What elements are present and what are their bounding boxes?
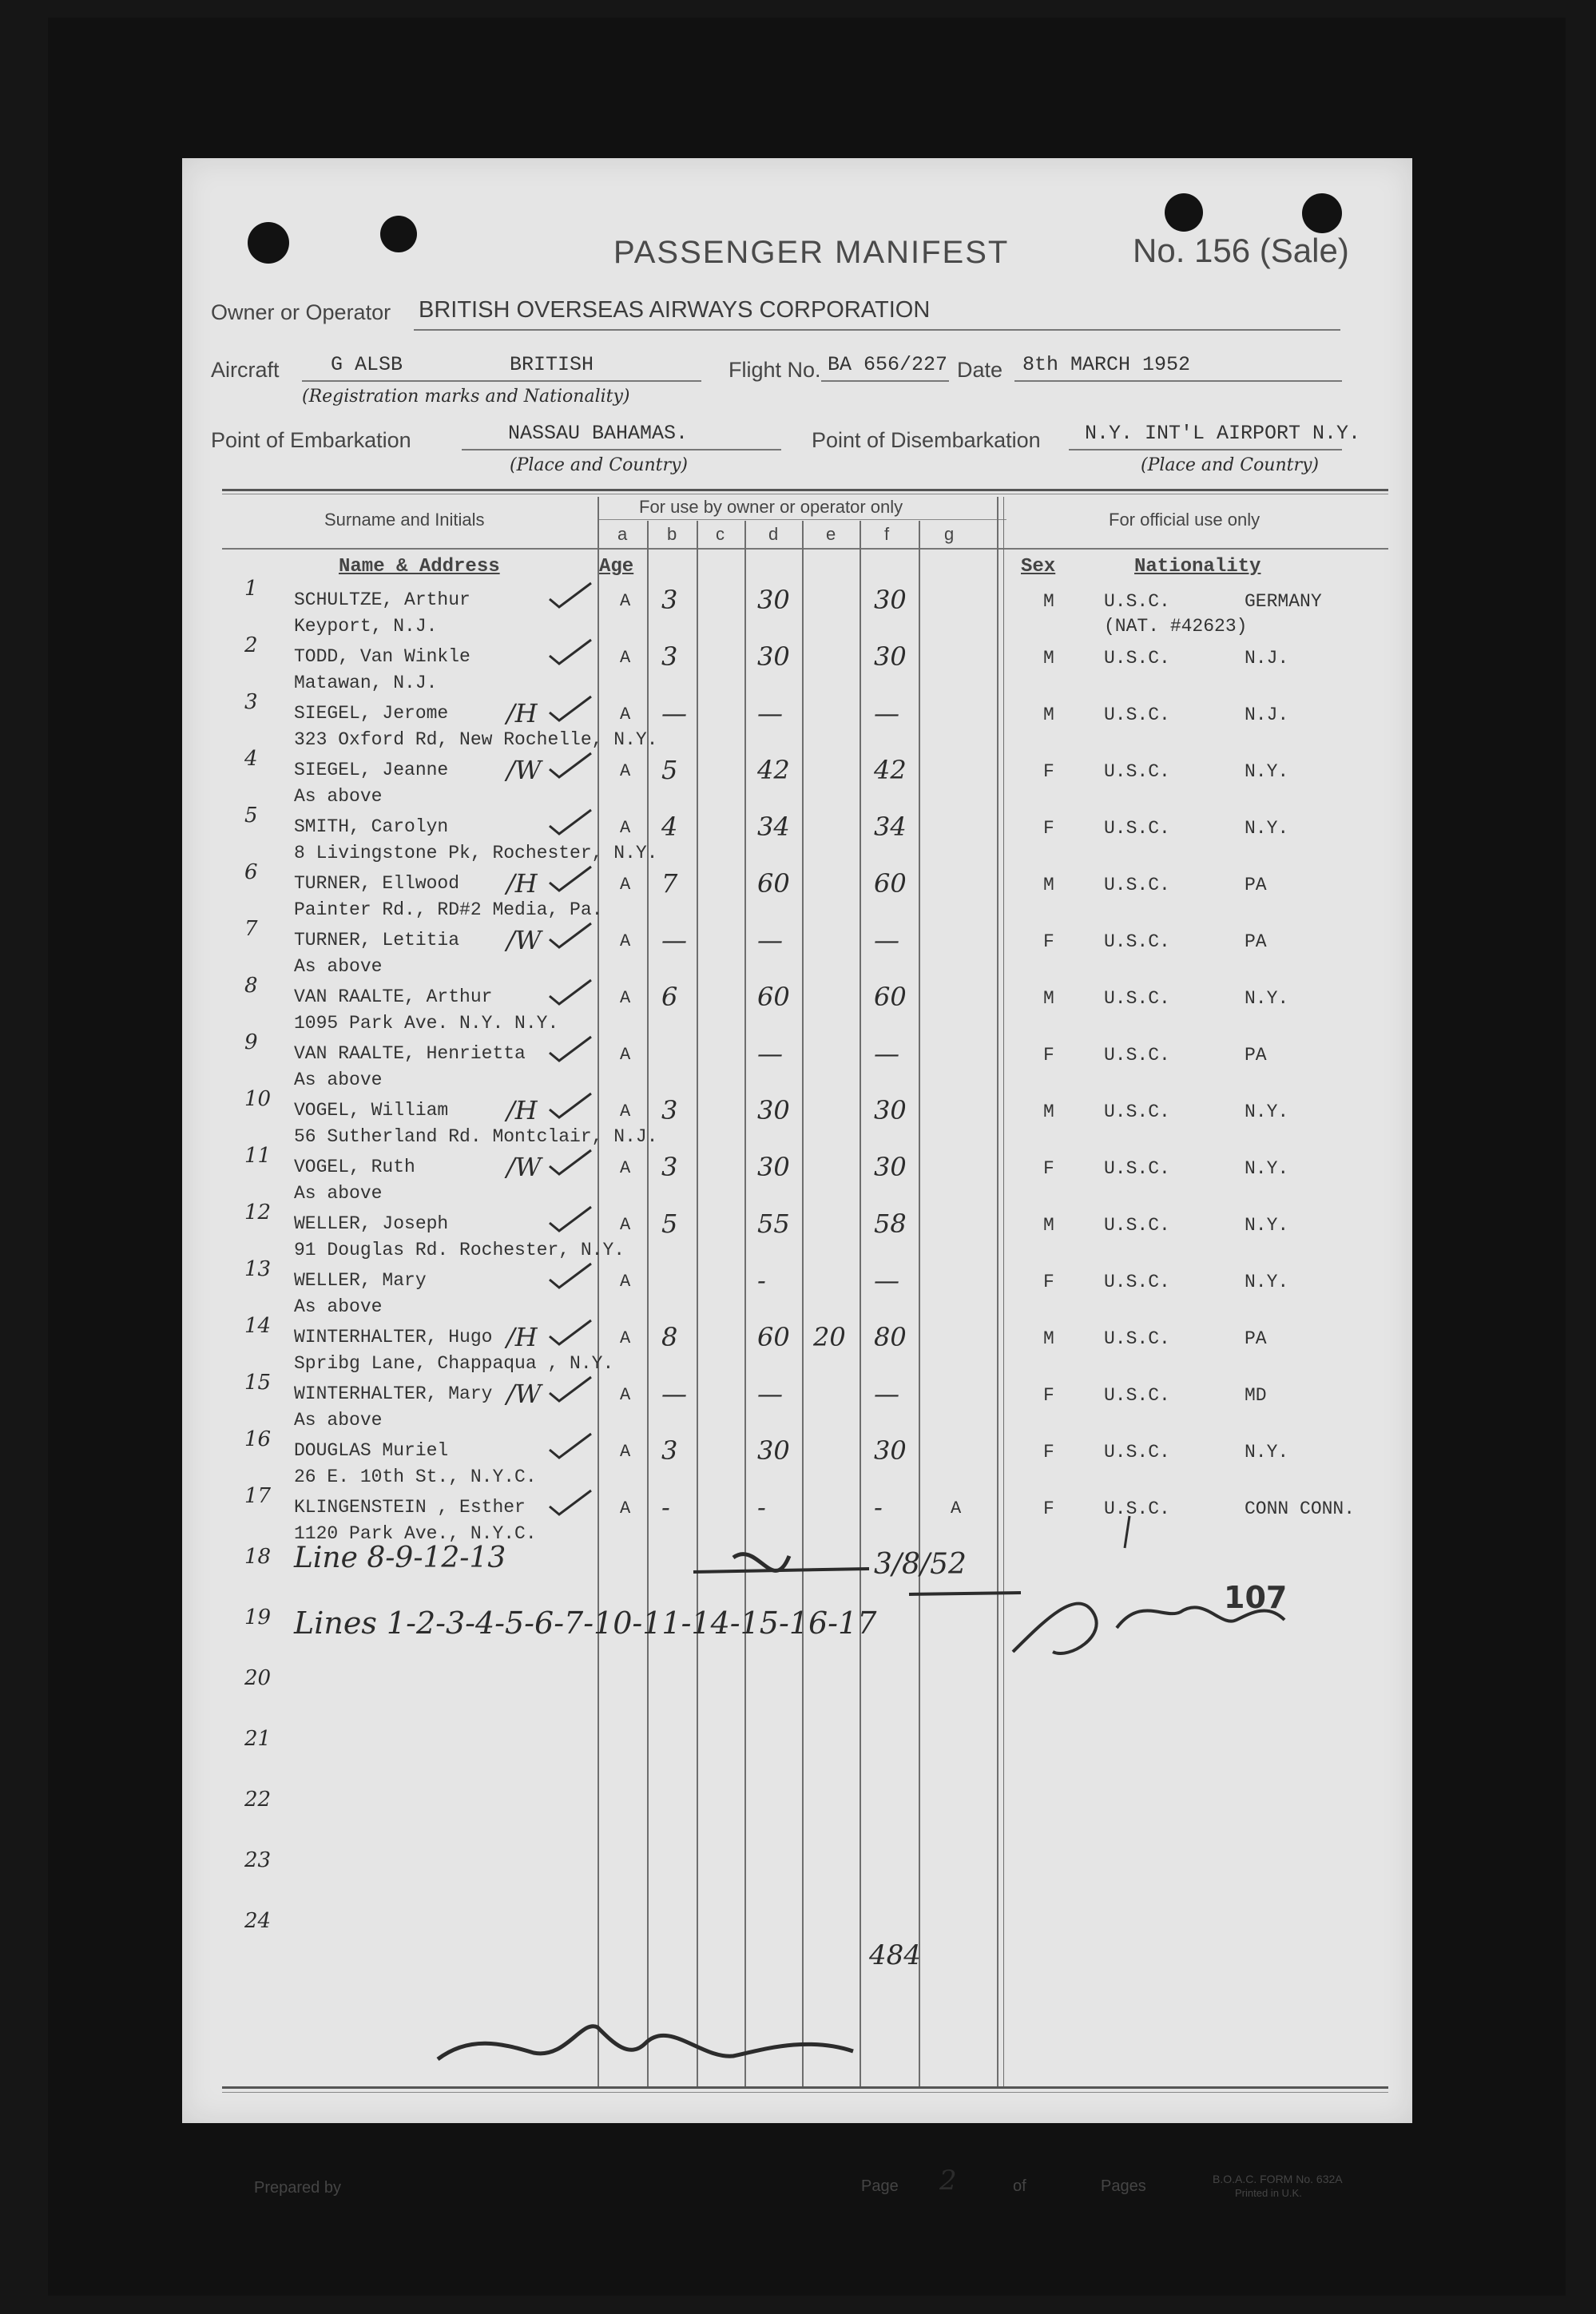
row-number-empty: 23 bbox=[244, 1848, 272, 1872]
nationality-state: PA bbox=[1245, 875, 1267, 895]
nationality: U.S.C. bbox=[1104, 1272, 1170, 1292]
passenger-address: As above bbox=[294, 1183, 383, 1204]
row-number: 1 bbox=[244, 577, 258, 601]
cell-d: 30 bbox=[757, 1152, 790, 1182]
passenger-address: Matawan, N.J. bbox=[294, 673, 438, 693]
cell-d: 60 bbox=[757, 1322, 790, 1352]
cell-a: A bbox=[620, 1215, 631, 1235]
passenger-address: As above bbox=[294, 1410, 383, 1431]
nationality: U.S.C. bbox=[1104, 648, 1170, 669]
nationality-state: MD bbox=[1245, 1385, 1267, 1406]
nationality: U.S.C. bbox=[1104, 1442, 1170, 1463]
passenger-name: TURNER, Ellwood bbox=[294, 873, 460, 894]
sex: M bbox=[1043, 705, 1054, 725]
cell-f: 30 bbox=[874, 641, 907, 672]
row-number-empty: 21 bbox=[244, 1727, 272, 1751]
nationality-extra: (NAT. #42623) bbox=[1104, 616, 1248, 637]
passenger-address: 91 Douglas Rd. Rochester, N.Y. bbox=[294, 1240, 625, 1260]
cell-a: A bbox=[620, 1045, 631, 1065]
cell-b-age: — bbox=[661, 1379, 687, 1409]
nationality: U.S.C. bbox=[1104, 591, 1170, 612]
passenger-address: 8 Livingstone Pk, Rochester, N.Y. bbox=[294, 843, 658, 863]
row-number-empty: 19 bbox=[244, 1606, 272, 1629]
disembarkation-note: (Place and Country) bbox=[1141, 455, 1320, 475]
disembarkation-value: N.Y. INT'L AIRPORT N.Y. bbox=[1085, 422, 1361, 445]
row-number: 11 bbox=[244, 1144, 272, 1168]
cell-d: 30 bbox=[757, 1435, 790, 1466]
nationality: U.S.C. bbox=[1104, 1101, 1170, 1122]
nationality: U.S.C. bbox=[1104, 931, 1170, 952]
row-number: 8 bbox=[244, 974, 258, 998]
cell-a: A bbox=[620, 761, 631, 781]
cell-d: 55 bbox=[757, 1209, 790, 1239]
cell-a: A bbox=[620, 1158, 631, 1178]
passenger-name: DOUGLAS Muriel bbox=[294, 1440, 449, 1461]
passenger-name: WELLER, Joseph bbox=[294, 1213, 449, 1234]
cell-d: 60 bbox=[757, 982, 790, 1012]
sex-header: Sex bbox=[1021, 556, 1056, 578]
flight-label: Flight No. bbox=[729, 358, 821, 382]
subcolumn-5: f bbox=[884, 524, 890, 544]
nationality-state: GERMANY bbox=[1245, 591, 1322, 612]
sex: F bbox=[1043, 818, 1054, 839]
page-number: 2 bbox=[939, 2165, 957, 2197]
passenger-name: WELLER, Mary bbox=[294, 1270, 427, 1291]
manifest-title: PASSENGER MANIFEST bbox=[613, 235, 1010, 270]
cell-f: 60 bbox=[874, 868, 907, 899]
cell-e: 20 bbox=[813, 1322, 846, 1352]
cell-b-age: 5 bbox=[661, 755, 678, 785]
row-number: 2 bbox=[244, 633, 258, 657]
column-surname: Surname and Initials bbox=[324, 510, 485, 530]
aircraft-registration: G ALSB bbox=[331, 353, 403, 376]
passenger-address: 56 Sutherland Rd. Montclair, N.J. bbox=[294, 1126, 658, 1147]
cell-a: A bbox=[620, 875, 631, 895]
nationality: U.S.C. bbox=[1104, 1215, 1170, 1236]
cell-d: — bbox=[757, 925, 783, 955]
nationality-state: N.J. bbox=[1245, 648, 1289, 669]
cell-f: — bbox=[874, 1379, 899, 1409]
cell-f: 60 bbox=[874, 982, 907, 1012]
nationality-state: PA bbox=[1245, 1045, 1267, 1066]
cell-b-age: 3 bbox=[661, 1152, 678, 1182]
passenger-name: VAN RAALTE, Arthur bbox=[294, 986, 493, 1007]
passenger-address: As above bbox=[294, 786, 383, 807]
cell-d: 60 bbox=[757, 868, 790, 899]
cell-a: A bbox=[620, 1385, 631, 1405]
passenger-address: 1095 Park Ave. N.Y. N.Y. bbox=[294, 1013, 559, 1034]
date-value: 8th MARCH 1952 bbox=[1022, 353, 1191, 376]
annotation-line-19: Lines 1-2-3-4-5-6-7-10-11-14-15-16-17 bbox=[294, 1606, 877, 1641]
manifest-sheet bbox=[182, 158, 1412, 2199]
passenger-name: SIEGEL, Jeanne bbox=[294, 760, 449, 780]
cell-f: 58 bbox=[874, 1209, 907, 1239]
cell-b-age: 8 bbox=[661, 1322, 678, 1352]
column-owner-use: For use by owner or operator only bbox=[639, 497, 903, 517]
embarkation-label: Point of Embarkation bbox=[211, 428, 411, 452]
sex: F bbox=[1043, 1158, 1054, 1179]
cell-b-age: 7 bbox=[661, 868, 678, 899]
cell-a: A bbox=[620, 818, 631, 838]
nationality: U.S.C. bbox=[1104, 761, 1170, 782]
annotation-line-18-date: 3/8/52 bbox=[874, 1548, 967, 1581]
row-number: 13 bbox=[244, 1257, 272, 1281]
cell-b-age: 3 bbox=[661, 1095, 678, 1125]
sex: F bbox=[1043, 1385, 1054, 1406]
cell-b-age: 3 bbox=[661, 641, 678, 672]
sex: F bbox=[1043, 1442, 1054, 1463]
cell-d: 42 bbox=[757, 755, 790, 785]
cell-a: A bbox=[620, 648, 631, 668]
passenger-address: Keyport, N.J. bbox=[294, 616, 438, 637]
passenger-address: Spribg Lane, Chappaqua , N.Y. bbox=[294, 1353, 614, 1374]
nationality-header: Nationality bbox=[1134, 556, 1261, 578]
household-mark: /W bbox=[506, 755, 542, 785]
embarkation-note: (Place and Country) bbox=[510, 455, 689, 475]
sex: M bbox=[1043, 591, 1054, 612]
cell-d: - bbox=[757, 1492, 766, 1522]
sex: M bbox=[1043, 875, 1054, 895]
cell-f: 30 bbox=[874, 1152, 907, 1182]
row-number-empty: 20 bbox=[244, 1666, 272, 1690]
pages-label: Pages bbox=[1101, 2177, 1146, 2195]
cell-d: — bbox=[757, 1379, 783, 1409]
cell-f: 30 bbox=[874, 1095, 907, 1125]
embarkation-value: NASSAU BAHAMAS. bbox=[508, 422, 689, 445]
nationality: U.S.C. bbox=[1104, 988, 1170, 1009]
cell-b-age: 6 bbox=[661, 982, 678, 1012]
nationality-state: N.J. bbox=[1245, 705, 1289, 725]
form-number: B.O.A.C. FORM No. 632A bbox=[1213, 2173, 1343, 2185]
passenger-name: SCHULTZE, Arthur bbox=[294, 589, 470, 610]
row-number: 16 bbox=[244, 1427, 272, 1451]
cell-a: A bbox=[620, 591, 631, 611]
passenger-name: WINTERHALTER, Mary bbox=[294, 1383, 493, 1404]
passenger-name: TURNER, Letitia bbox=[294, 930, 460, 951]
household-mark: /H bbox=[506, 868, 538, 899]
aircraft-nationality: BRITISH bbox=[510, 353, 594, 376]
subcolumn-0: a bbox=[617, 524, 628, 544]
annotation-line-18: Line 8-9-12-13 bbox=[294, 1542, 506, 1574]
cell-d: - bbox=[757, 1265, 766, 1296]
row-number: 7 bbox=[244, 917, 258, 941]
household-mark: /H bbox=[506, 698, 538, 728]
passenger-address: 26 E. 10th St., N.Y.C. bbox=[294, 1467, 537, 1487]
cell-f: — bbox=[874, 698, 899, 728]
date-label: Date bbox=[957, 358, 1003, 382]
cell-d: — bbox=[757, 698, 783, 728]
aircraft-note: (Registration marks and Nationality) bbox=[302, 387, 630, 407]
cell-b-age: 3 bbox=[661, 585, 678, 615]
row-number: 4 bbox=[244, 747, 258, 771]
subcolumn-3: d bbox=[768, 524, 779, 544]
nationality-state: N.Y. bbox=[1245, 1101, 1289, 1122]
nationality: U.S.C. bbox=[1104, 818, 1170, 839]
household-mark: /W bbox=[506, 925, 542, 955]
cell-b-age: — bbox=[661, 698, 687, 728]
row-number-empty: 24 bbox=[244, 1909, 272, 1933]
sex: F bbox=[1043, 1272, 1054, 1292]
owner-value: BRITISH OVERSEAS AIRWAYS CORPORATION bbox=[419, 297, 931, 323]
cell-d: 30 bbox=[757, 585, 790, 615]
subcolumn-2: c bbox=[716, 524, 725, 544]
handwriting-strokes bbox=[182, 158, 1412, 2123]
household-mark: /H bbox=[506, 1322, 538, 1352]
flight-number: BA 656/227 bbox=[828, 353, 948, 376]
nationality-state: CONN CONN. bbox=[1245, 1498, 1356, 1519]
cell-a: A bbox=[620, 1498, 631, 1518]
row-number-empty: 18 bbox=[244, 1545, 272, 1569]
row-number: 10 bbox=[244, 1087, 272, 1111]
sex: F bbox=[1043, 1498, 1054, 1519]
stamp-number: 107 bbox=[1224, 1580, 1288, 1615]
name-address-header: Name & Address bbox=[339, 556, 500, 578]
sex: M bbox=[1043, 1328, 1054, 1349]
row-number: 14 bbox=[244, 1314, 272, 1338]
passenger-name: VOGEL, Ruth bbox=[294, 1157, 415, 1177]
cell-f: 30 bbox=[874, 1435, 907, 1466]
cell-a: A bbox=[620, 1272, 631, 1292]
subcolumn-4: e bbox=[826, 524, 836, 544]
passenger-address: Painter Rd., RD#2 Media, Pa. bbox=[294, 899, 603, 920]
cell-g: A bbox=[951, 1498, 962, 1518]
nationality-state: N.Y. bbox=[1245, 761, 1289, 782]
passenger-name: WINTERHALTER, Hugo bbox=[294, 1327, 493, 1348]
nationality-state: N.Y. bbox=[1245, 1158, 1289, 1179]
nationality: U.S.C. bbox=[1104, 705, 1170, 725]
cell-a: A bbox=[620, 705, 631, 724]
cell-b-age: — bbox=[661, 925, 687, 955]
nationality-state: N.Y. bbox=[1245, 818, 1289, 839]
row-number: 9 bbox=[244, 1030, 258, 1054]
row-number: 5 bbox=[244, 804, 258, 828]
row-number: 12 bbox=[244, 1201, 272, 1224]
passenger-name: VOGEL, William bbox=[294, 1100, 449, 1121]
cell-b-age: 4 bbox=[661, 812, 678, 842]
nationality-state: N.Y. bbox=[1245, 1272, 1289, 1292]
sex: F bbox=[1043, 1045, 1054, 1066]
cell-a: A bbox=[620, 1442, 631, 1462]
cell-f: 42 bbox=[874, 755, 907, 785]
printed-in: Printed in U.K. bbox=[1235, 2187, 1302, 2199]
cell-f: 80 bbox=[874, 1322, 907, 1352]
cell-a: A bbox=[620, 931, 631, 951]
cell-d: 34 bbox=[757, 812, 790, 842]
column-official-use: For official use only bbox=[1109, 510, 1261, 530]
sex: M bbox=[1043, 1215, 1054, 1236]
household-mark: /W bbox=[506, 1379, 542, 1409]
row-number: 6 bbox=[244, 860, 258, 884]
row-number: 17 bbox=[244, 1484, 272, 1508]
prepared-by-label: Prepared by bbox=[254, 2179, 341, 2197]
cell-f: 30 bbox=[874, 585, 907, 615]
disembarkation-label: Point of Disembarkation bbox=[812, 428, 1041, 452]
subcolumn-6: g bbox=[944, 524, 955, 544]
cell-b-age: 5 bbox=[661, 1209, 678, 1239]
subcolumn-1: b bbox=[667, 524, 677, 544]
cell-a: A bbox=[620, 1101, 631, 1121]
household-mark: /H bbox=[506, 1095, 538, 1125]
sex: F bbox=[1043, 761, 1054, 782]
nationality: U.S.C. bbox=[1104, 1045, 1170, 1066]
passenger-name: KLINGENSTEIN , Esther bbox=[294, 1497, 526, 1518]
nationality: U.S.C. bbox=[1104, 1328, 1170, 1349]
cell-f: — bbox=[874, 1265, 899, 1296]
total-figure: 484 bbox=[869, 1939, 921, 1971]
nationality: U.S.C. bbox=[1104, 1158, 1170, 1179]
sex: F bbox=[1043, 931, 1054, 952]
cell-f: 34 bbox=[874, 812, 907, 842]
cell-a: A bbox=[620, 1328, 631, 1348]
nationality-state: PA bbox=[1245, 931, 1267, 952]
of-label: of bbox=[1013, 2177, 1026, 2195]
passenger-name: VAN RAALTE, Henrietta bbox=[294, 1043, 526, 1064]
nationality-state: N.Y. bbox=[1245, 1215, 1289, 1236]
cell-f: - bbox=[874, 1492, 883, 1522]
passenger-name: SMITH, Carolyn bbox=[294, 816, 449, 837]
passenger-address: As above bbox=[294, 1296, 383, 1317]
cell-d: 30 bbox=[757, 1095, 790, 1125]
passenger-address: As above bbox=[294, 1070, 383, 1090]
owner-label: Owner or Operator bbox=[211, 300, 391, 324]
passenger-address: As above bbox=[294, 956, 383, 977]
nationality: U.S.C. bbox=[1104, 1385, 1170, 1406]
cell-b-age: 3 bbox=[661, 1435, 678, 1466]
table-bottom-rule bbox=[222, 2086, 1388, 2089]
cell-a: A bbox=[620, 988, 631, 1008]
aircraft-label: Aircraft bbox=[211, 358, 280, 382]
nationality-state: PA bbox=[1245, 1328, 1267, 1349]
cell-b-age: - bbox=[661, 1492, 670, 1522]
row-number-empty: 22 bbox=[244, 1788, 272, 1812]
nationality-state: N.Y. bbox=[1245, 988, 1289, 1009]
age-header: Age bbox=[599, 556, 634, 578]
cell-f: — bbox=[874, 925, 899, 955]
page-label: Page bbox=[861, 2177, 899, 2195]
sex: M bbox=[1043, 988, 1054, 1009]
passenger-name: TODD, Van Winkle bbox=[294, 646, 470, 667]
sex: M bbox=[1043, 648, 1054, 669]
sex: M bbox=[1043, 1101, 1054, 1122]
row-number: 3 bbox=[244, 690, 258, 714]
nationality: U.S.C. bbox=[1104, 1498, 1170, 1519]
passenger-name: SIEGEL, Jerome bbox=[294, 703, 449, 724]
household-mark: /W bbox=[506, 1152, 542, 1182]
cell-d: — bbox=[757, 1038, 783, 1069]
table-bottom-rule-2 bbox=[222, 2092, 1388, 2093]
nationality: U.S.C. bbox=[1104, 875, 1170, 895]
manifest-number: No. 156 (Sale) bbox=[1133, 232, 1349, 269]
passenger-address: 1120 Park Ave., N.Y.C. bbox=[294, 1523, 537, 1544]
passenger-address: 323 Oxford Rd, New Rochelle, N.Y. bbox=[294, 729, 658, 750]
nationality-state: N.Y. bbox=[1245, 1442, 1289, 1463]
cell-d: 30 bbox=[757, 641, 790, 672]
row-number: 15 bbox=[244, 1371, 272, 1395]
cell-f: — bbox=[874, 1038, 899, 1069]
